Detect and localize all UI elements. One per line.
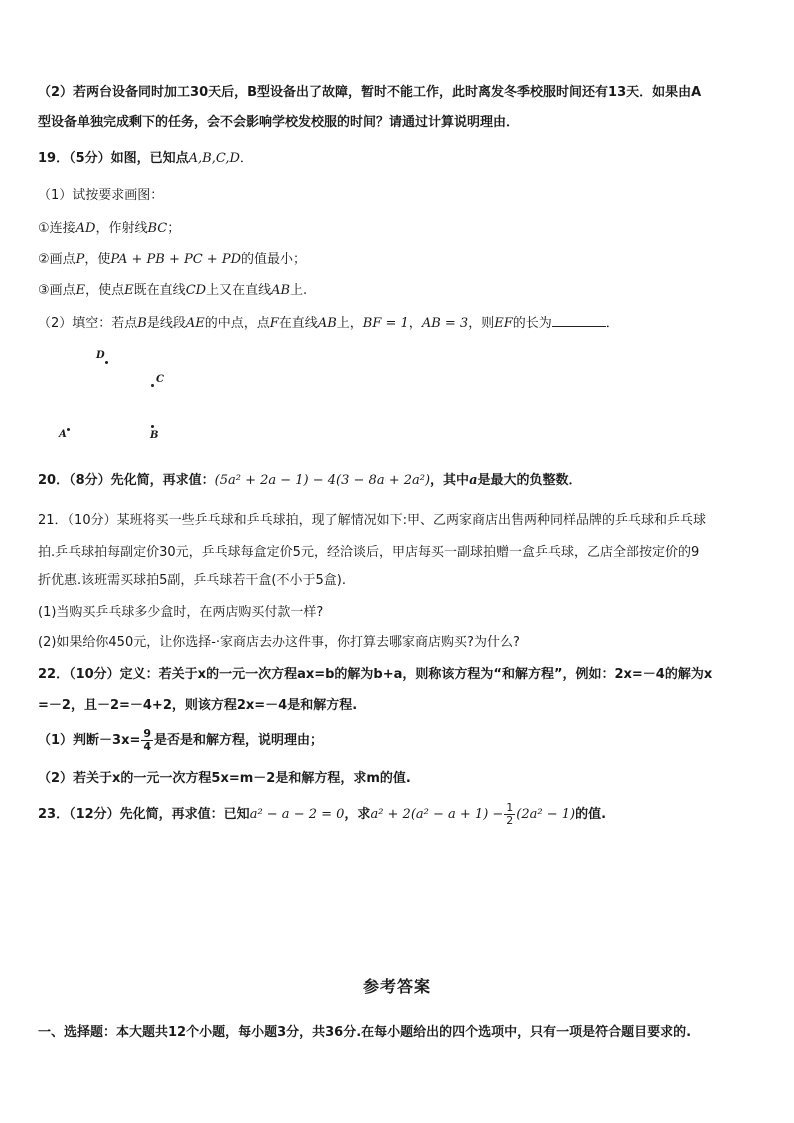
fraction-denominator: 2 <box>506 814 514 827</box>
q19-step3-text: ③画点 <box>38 283 76 298</box>
q20-variable: a <box>469 473 478 488</box>
q23-expression: a² + 2(a² − a + 1) − <box>370 807 504 822</box>
q18-part2-line1: （2）若两台设备同时加工30天后，B型设备出了故障，暂时不能工作，此时离发冬季校服时间还有13天．如果由A <box>38 85 702 100</box>
q20-text: 是最大的负整数． <box>477 473 582 488</box>
fraction-denominator: 4 <box>143 740 152 753</box>
q19-step1 <box>38 220 764 238</box>
q22-line3-text: 是否是和解方程，说明理由； <box>154 733 324 748</box>
q20-text: 20．（8分）先化简，再求值： <box>38 473 215 488</box>
q19-step3-text: 上又在直线 <box>206 283 272 298</box>
q23 <box>38 802 764 827</box>
q19-step2-text: 的值最小； <box>241 252 307 267</box>
q19-step3 <box>38 282 764 300</box>
q19-part2-math: AB = 3 <box>421 316 469 331</box>
fraction-numerator: 9 <box>143 727 152 740</box>
q19-part2-text: （2）填空：若点 <box>38 316 138 331</box>
q19-points-math: A,B,C,D <box>188 151 240 166</box>
q19-part2 <box>38 314 764 333</box>
q21-line5: (2)如果给你450元，让你选择-·家商店去办这件事，你打算去哪家商店购买?为什么? <box>38 635 520 650</box>
q21-line1: 21．（10分）某班将买一些乒乓球和乒乓球拍，现了解情况如下:甲、乙两家商店出售两种同样品牌的乒乓球和乒乓球 <box>38 513 706 528</box>
point-d-label: D <box>96 350 105 361</box>
q19-part2-math: AB <box>317 316 337 331</box>
q19-part2-text: ，则 <box>468 316 495 331</box>
q19-part2-math: BF = 1 <box>362 316 409 331</box>
q19-step1-text: ①连接 <box>38 221 76 236</box>
q23-condition: a² − a − 2 = 0 <box>249 807 345 822</box>
q19-heading-text: 19．（5分）如图，已知点 <box>38 151 189 166</box>
fraction-numerator: 1 <box>506 801 514 814</box>
fraction-nine-quarters <box>141 728 153 753</box>
point-c-dot <box>151 384 154 387</box>
q19-step2 <box>38 251 764 269</box>
q19-step3-text: ，使点 <box>85 283 125 298</box>
q19-part2-text: 在直线 <box>278 316 318 331</box>
point-a-label: A <box>59 429 67 440</box>
q22-line3-text: （1）判断－3x= <box>38 733 141 748</box>
q23-expression: (2a² − 1) <box>516 807 576 822</box>
answer-section-title: 参考答案 <box>362 977 431 996</box>
q19-step3-math: AB <box>271 283 291 298</box>
q19-step1-text: ，作射线 <box>95 221 148 236</box>
q19-step1-math: BC <box>147 221 168 236</box>
q19-step2-text: ，使 <box>84 252 111 267</box>
q21-line4: (1)当购买乒乓球多少盒时，在两店购买付款一样? <box>38 605 324 620</box>
q19-step1-text: ； <box>167 221 181 236</box>
q19-step3-math: CD <box>185 283 207 298</box>
q23-text: ，求 <box>344 807 371 822</box>
point-b-dot <box>151 425 154 428</box>
fraction-one-half <box>504 802 515 827</box>
q19-part2-math: B <box>137 316 147 331</box>
q19-step3-text: 上. <box>290 283 308 298</box>
q22-line4: （2）若关于x的一元一次方程5x=m－2是和解方程，求m的值. <box>38 771 411 786</box>
q19-part2-text: 的长为 <box>512 316 552 331</box>
q19-step3-math: E <box>124 283 134 298</box>
q19-step3-text: 既在直线 <box>133 283 186 298</box>
point-a-dot <box>67 428 70 431</box>
point-b-label: B <box>150 430 159 441</box>
q19-part2-text: ， <box>408 316 422 331</box>
q19-step2-math: P <box>75 252 85 267</box>
q22-line3 <box>38 728 764 753</box>
answer-section-line1: 一、选择题：本大题共12个小题，每小题3分，共36分.在每小题给出的四个选项中，只有一项是符合题目要求的. <box>38 1025 692 1040</box>
q19-part2-text: 的中点，点 <box>204 316 270 331</box>
point-c-label: C <box>156 374 164 385</box>
q19-step1-math: AD <box>75 221 96 236</box>
q23-text: 23．（12分）先化简，再求值：已知 <box>38 807 250 822</box>
q19-step3-math: E <box>75 283 86 298</box>
q19-step2-math: PA + PB + PC + PD <box>110 252 241 267</box>
answer-blank[interactable] <box>552 314 606 327</box>
q21-line3: 折优惠.该班需买球拍5副，乒乓球若干盒(不小于5盒). <box>38 573 346 588</box>
q19-heading-end: ． <box>239 151 253 166</box>
q19-part1: （1）试按要求画图： <box>38 188 164 203</box>
q19-part2-text: 上， <box>336 316 363 331</box>
q23-text: 的值. <box>575 807 607 822</box>
q22-line2: =－2，且－2=－4+2，则该方程2x=－4是和解方程. <box>38 698 358 713</box>
q19-part2-text: 是线段 <box>146 316 186 331</box>
q22-line1: 22．（10分）定义：若关于x的一元一次方程ax=b的解为b+a，则称该方程为“和解方程”，例如：2x=－4的解为x <box>38 667 713 682</box>
q19-part2-math: F <box>269 316 279 331</box>
q19-heading <box>38 150 764 168</box>
q19-part2-math: EF <box>494 316 513 331</box>
q20-expression: (5a² + 2a − 1) − 4(3 − 8a + 2a²) <box>214 473 431 488</box>
q19-step2-text: ②画点 <box>38 252 76 267</box>
q20 <box>38 472 764 490</box>
q20-text: ，其中 <box>430 473 470 488</box>
q19-part2-math: AE <box>185 316 205 331</box>
q18-part2-line2: 型设备单独完成剩下的任务，会不会影响学校发校服的时间？请通过计算说明理由． <box>38 115 520 130</box>
point-d-dot <box>105 361 108 364</box>
q19-part2-end: ． <box>605 316 619 331</box>
q21-line2: 拍.乒乓球拍每副定价30元，乒乓球每盒定价5元，经洽谈后，甲店每买一副球拍赠一盒乒乓球，乙店全部按定价的9 <box>38 545 700 560</box>
